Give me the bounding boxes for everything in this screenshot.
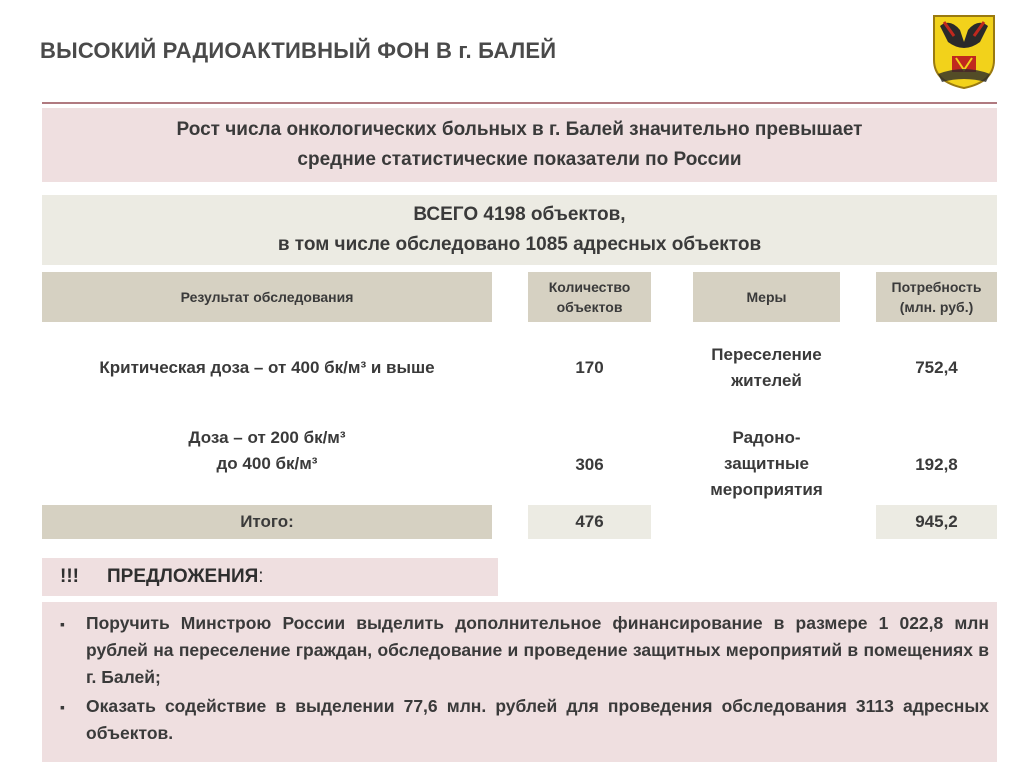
oncology-growth-line2: средние статистические показатели по России <box>297 149 742 170</box>
row1-count: 170 <box>575 358 604 377</box>
row1-result: Критическая доза – от 400 бк/м³ и выше <box>99 358 435 377</box>
row2-result-line1: Доза – от 200 бк/м³ <box>188 428 346 447</box>
row2-count: 306 <box>575 455 604 474</box>
header-need-line1: Потребность <box>891 279 982 295</box>
header-measures-label: Меры <box>746 289 787 305</box>
proposal-text: Поручить Минстрою России выделить дополнительное финансирование в размере 1 022,8 млн рублей на переселение граждан, обследование и проведение защитных мероприятий в помещениях в г. Балей; <box>86 613 989 687</box>
page-title: ВЫСОКИЙ РАДИОАКТИВНЫЙ ФОН В г. БАЛЕЙ <box>40 38 557 63</box>
objects-total-banner <box>42 195 997 265</box>
title-divider <box>42 102 997 104</box>
total-need: 945,2 <box>915 512 958 531</box>
header-measures <box>693 272 840 322</box>
oncology-growth-line1: Рост числа онкологических больных в г. Балей значительно превышает <box>176 119 863 140</box>
row2-measure-line3: мероприятия <box>710 480 823 499</box>
header-count-line2: объектов <box>556 299 623 315</box>
proposals-exclaim: !!! <box>60 566 79 587</box>
row2-measure <box>680 425 853 503</box>
header-need <box>876 272 997 322</box>
proposals-list <box>42 602 997 762</box>
oncology-growth-banner <box>42 108 997 182</box>
header-count <box>528 272 651 322</box>
proposals-header <box>42 558 498 596</box>
row2-measure-line1: Радоно- <box>732 428 801 447</box>
row2-result-line2: до 400 бк/м³ <box>216 454 318 473</box>
total-need-cell <box>876 505 997 539</box>
row1-measure <box>680 342 853 394</box>
row2-need: 192,8 <box>915 455 958 474</box>
total-label: Итого: <box>240 512 294 531</box>
header-result-label: Результат обследования <box>180 289 354 305</box>
list-item <box>60 693 989 747</box>
bullet-icon: ▪ <box>60 616 65 632</box>
row1-measure-line2: жителей <box>731 371 802 390</box>
objects-total-line1: ВСЕГО 4198 объектов, <box>413 204 626 225</box>
total-count: 476 <box>575 512 604 531</box>
row1-measure-line1: Переселение <box>711 345 822 364</box>
header-need-line2: (млн. руб.) <box>899 299 974 315</box>
list-item <box>60 610 989 691</box>
proposals-colon: : <box>258 566 264 587</box>
total-label-cell <box>42 505 492 539</box>
row2-measure-line2: защитные <box>723 454 810 473</box>
header-count-line1: Количество <box>548 279 631 295</box>
header-result <box>42 272 492 322</box>
bullet-icon: ▪ <box>60 699 65 715</box>
coat-of-arms-icon <box>930 12 998 90</box>
row1-need: 752,4 <box>915 358 958 377</box>
row2-result <box>42 425 492 477</box>
objects-total-line2: в том числе обследовано 1085 адресных объектов <box>277 234 762 255</box>
proposals-title: ПРЕДЛОЖЕНИЯ <box>106 566 259 587</box>
total-count-cell <box>528 505 651 539</box>
proposal-text: Оказать содействие в выделении 77,6 млн. рублей для проведения обследования 3113 адресных объектов. <box>86 696 989 743</box>
